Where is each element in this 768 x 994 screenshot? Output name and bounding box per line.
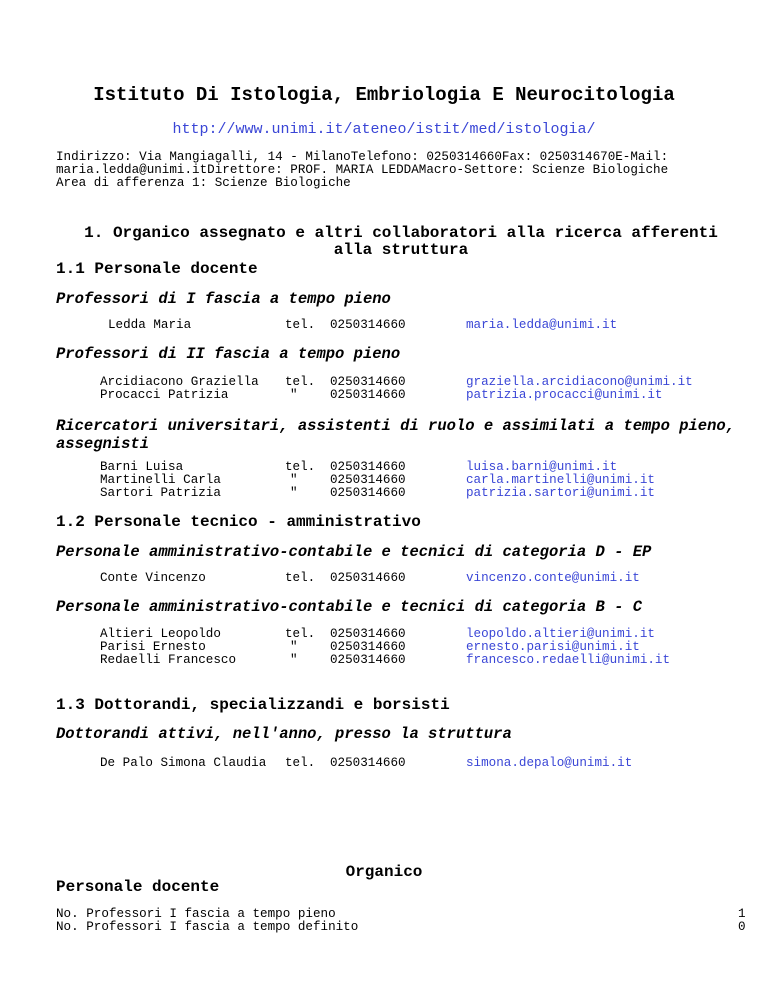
phone-number: 0250314660 bbox=[330, 318, 406, 332]
group-heading-prof-i-fascia: Professori di I fascia a tempo pieno bbox=[56, 290, 391, 308]
email-link[interactable]: patrizia.sartori@unimi.it bbox=[466, 486, 655, 500]
organico-subtitle: Personale docente bbox=[56, 878, 220, 896]
tel-label: tel. bbox=[285, 318, 316, 332]
email-link[interactable]: maria.ledda@unimi.it bbox=[466, 318, 618, 332]
section-1-3-heading: 1.3 Dottorandi, specializzandi e borsisti bbox=[56, 696, 450, 714]
email-link[interactable]: carla.martinelli@unimi.it bbox=[466, 473, 655, 487]
organico-row-value: 1 bbox=[738, 907, 746, 921]
phone-number: 0250314660 bbox=[330, 473, 406, 487]
ditto-mark: " bbox=[290, 388, 298, 402]
staff-name: Conte Vincenzo bbox=[100, 571, 206, 585]
tel-label: tel. bbox=[285, 571, 316, 585]
address-line-2: maria.ledda@unimi.itDirettore: PROF. MARIA LEDDAMacro-Settore: Scienze Biologiche bbox=[56, 163, 669, 177]
email-link[interactable]: ernesto.parisi@unimi.it bbox=[466, 640, 640, 654]
group-heading-line-2: assegnisti bbox=[56, 435, 150, 453]
ditto-mark: " bbox=[290, 473, 298, 487]
phone-number: 0250314660 bbox=[330, 460, 406, 474]
group-heading-categoria-d-ep: Personale amministrativo-contabile e tecnici di categoria D - EP bbox=[56, 543, 652, 561]
section-1-title-line-2: alla struttura bbox=[333, 241, 469, 259]
phone-number: 0250314660 bbox=[330, 756, 406, 770]
staff-name: Altieri Leopoldo bbox=[100, 627, 221, 641]
phone-number: 0250314660 bbox=[330, 388, 406, 402]
ditto-mark: " bbox=[290, 486, 298, 500]
address-line-1: Indirizzo: Via Mangiagalli, 14 - MilanoTelefono: 0250314660Fax: 0250314670E-Mail: bbox=[56, 150, 669, 164]
organico-row-label: No. Professori I fascia a tempo pieno bbox=[56, 907, 336, 921]
phone-number: 0250314660 bbox=[330, 375, 406, 389]
email-link[interactable]: leopoldo.altieri@unimi.it bbox=[466, 627, 655, 641]
section-1-2-heading: 1.2 Personale tecnico - amministrativo bbox=[56, 513, 421, 531]
email-link[interactable]: simona.depalo@unimi.it bbox=[466, 756, 633, 770]
group-heading-prof-ii-fascia: Professori di II fascia a tempo pieno bbox=[56, 345, 401, 363]
phone-number: 0250314660 bbox=[330, 640, 406, 654]
organico-row-label: No. Professori I fascia a tempo definito bbox=[56, 920, 359, 934]
section-1-title bbox=[56, 225, 746, 259]
section-1-1-heading: 1.1 Personale docente bbox=[56, 260, 258, 278]
ditto-mark: " bbox=[290, 653, 298, 667]
address-block bbox=[56, 151, 668, 190]
staff-name: Barni Luisa bbox=[100, 460, 184, 474]
email-link[interactable]: patrizia.procacci@unimi.it bbox=[466, 388, 663, 402]
staff-name: Arcidiacono Graziella bbox=[100, 375, 259, 389]
group-heading-line-1: Ricercatori universitari, assistenti di ruolo e assimilati a tempo pieno, bbox=[56, 417, 736, 435]
phone-number: 0250314660 bbox=[330, 627, 406, 641]
group-heading-categoria-b-c: Personale amministrativo-contabile e tecnici di categoria B - C bbox=[56, 598, 642, 616]
group-heading-ricercatori bbox=[56, 417, 735, 453]
tel-label: tel. bbox=[285, 756, 316, 770]
email-link[interactable]: graziella.arcidiacono@unimi.it bbox=[466, 375, 693, 389]
phone-number: 0250314660 bbox=[330, 653, 406, 667]
email-link[interactable]: francesco.redaelli@unimi.it bbox=[466, 653, 671, 667]
ditto-mark: " bbox=[290, 640, 298, 654]
institute-url-link[interactable]: http://www.unimi.it/ateneo/istit/med/istologia/ bbox=[172, 121, 596, 138]
page-title: Istituto Di Istologia, Embriologia E Neurocitologia bbox=[93, 84, 675, 106]
staff-name: Procacci Patrizia bbox=[100, 388, 229, 402]
phone-number: 0250314660 bbox=[330, 571, 406, 585]
staff-name: De Palo Simona Claudia bbox=[100, 756, 267, 770]
email-link[interactable]: luisa.barni@unimi.it bbox=[466, 460, 618, 474]
staff-name: Martinelli Carla bbox=[100, 473, 221, 487]
email-link[interactable]: vincenzo.conte@unimi.it bbox=[466, 571, 640, 585]
staff-name: Redaelli Francesco bbox=[100, 653, 237, 667]
tel-label: tel. bbox=[285, 460, 316, 474]
tel-label: tel. bbox=[285, 375, 316, 389]
address-line-3: Area di afferenza 1: Scienze Biologiche bbox=[56, 176, 351, 190]
organico-title: Organico bbox=[345, 863, 423, 881]
staff-name: Ledda Maria bbox=[108, 318, 192, 332]
staff-name: Parisi Ernesto bbox=[100, 640, 206, 654]
staff-name: Sartori Patrizia bbox=[100, 486, 221, 500]
section-1-title-line-1: 1. Organico assegnato e altri collaboratori alla ricerca afferenti bbox=[84, 224, 718, 242]
tel-label: tel. bbox=[285, 627, 316, 641]
group-heading-dottorandi: Dottorandi attivi, nell'anno, presso la struttura bbox=[56, 725, 512, 743]
phone-number: 0250314660 bbox=[330, 486, 406, 500]
organico-row-value: 0 bbox=[738, 920, 746, 934]
